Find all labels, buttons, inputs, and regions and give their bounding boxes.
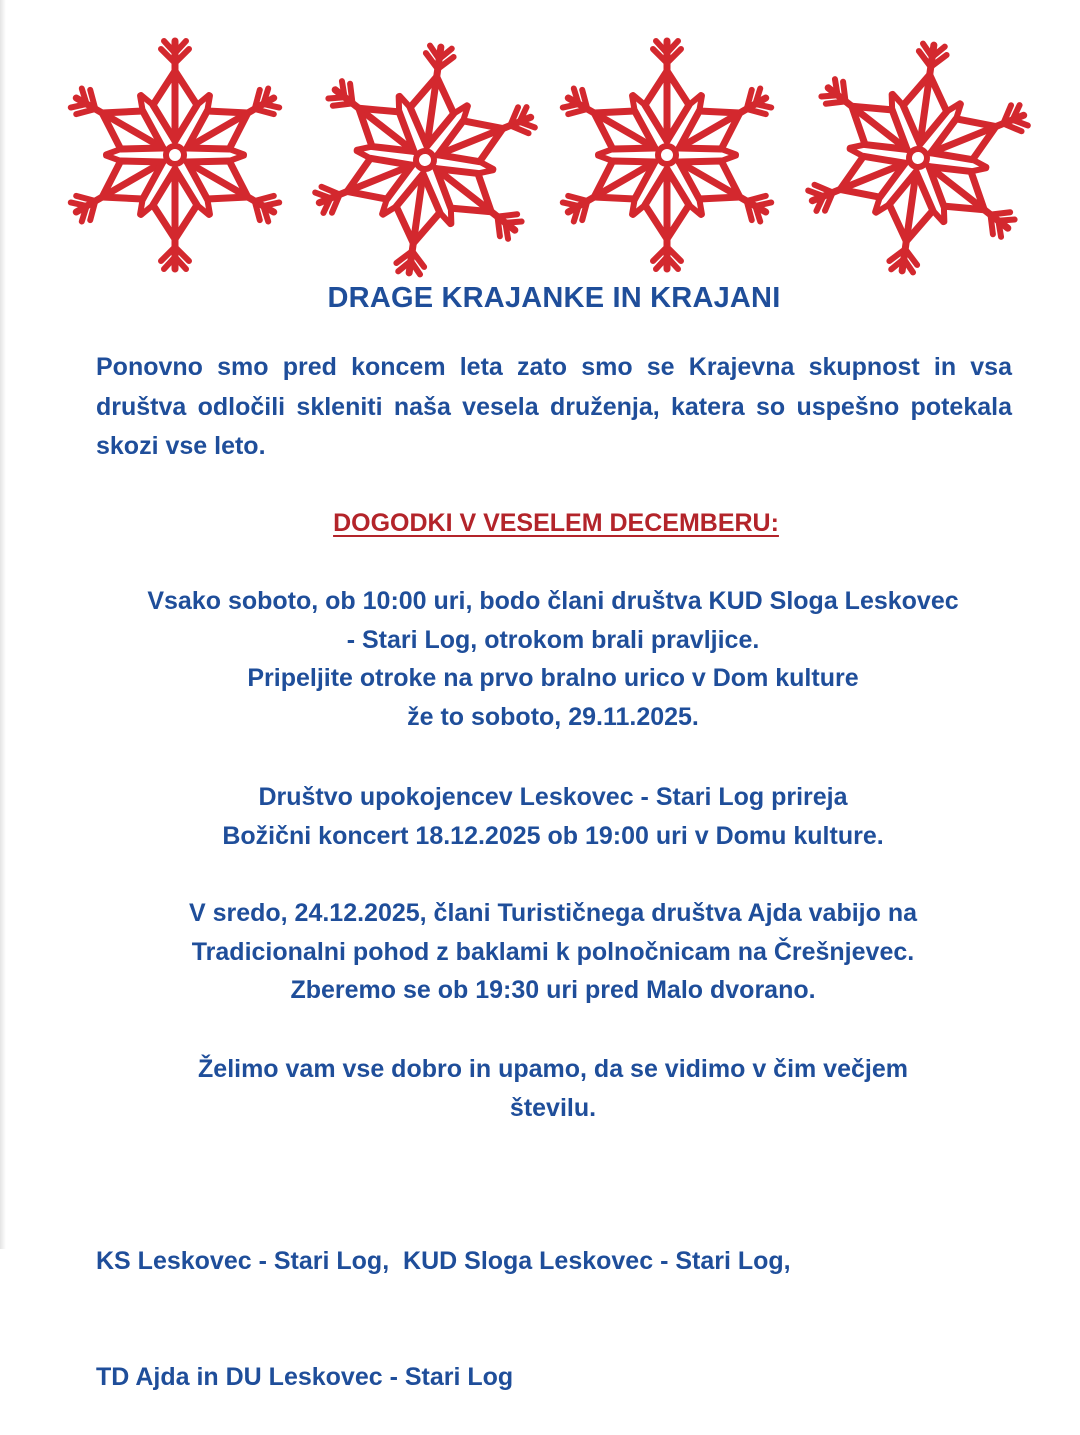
event-line: Društvo upokojencev Leskovec - Stari Log prireja	[258, 783, 848, 811]
event-torch-walk	[0, 894, 1080, 1010]
page-title: DRAGE KRAJANKE IN KRAJANI	[327, 282, 781, 314]
event-line: Božični koncert 18.12.2025 ob 19:00 uri v Domu kulture.	[222, 821, 884, 850]
event-line: Vsako soboto, ob 10:00 uri, bodo člani društva KUD Sloga Leskovec	[147, 587, 959, 615]
event-line: - Stari Log, otrokom brali pravljice.	[346, 625, 760, 654]
closing-wishes	[0, 1050, 1080, 1127]
event-line: Zberemo se ob 19:30 uri pred Malo dvorano.	[290, 976, 816, 1004]
event-story-time	[0, 582, 1080, 736]
event-christmas-concert	[0, 778, 1080, 855]
snowflake-icon	[53, 35, 297, 275]
intro-paragraph: Ponovno smo pred koncem leta zato smo se Krajevna skupnost in vsa društva odločili skleniti naša vesela druženja, katera so uspešno potekala skozi vse leto.	[96, 353, 1012, 460]
events-heading: DOGODKI V VESELEM DECEMBERU:	[333, 509, 779, 537]
snowflake-icon	[796, 38, 1040, 278]
event-line: Tradicionalni pohod z baklami k polnočnicam na Črešnjevec.	[191, 937, 915, 966]
closing-line: številu.	[509, 1093, 597, 1122]
event-line: V sredo, 24.12.2025, člani Turističnega društva Ajda vabijo na	[188, 899, 918, 927]
snowflake-row	[0, 0, 1080, 290]
event-line: že to soboto, 29.11.2025.	[407, 702, 699, 731]
closing-line: Želimo vam vse dobro in upamo, da se vidimo v čim večjem	[198, 1055, 908, 1083]
signature-line: KS Leskovec - Stari Log, KUD Sloga Leskovec - Stari Log,	[96, 1247, 791, 1275]
signature-block	[96, 1165, 996, 1435]
signature-line: TD Ajda in DU Leskovec - Stari Log	[96, 1362, 514, 1391]
snowflake-icon	[303, 40, 547, 280]
event-line: Pripeljite otroke na prvo bralno urico v Dom kulture	[247, 664, 859, 692]
snowflake-icon	[545, 35, 789, 275]
